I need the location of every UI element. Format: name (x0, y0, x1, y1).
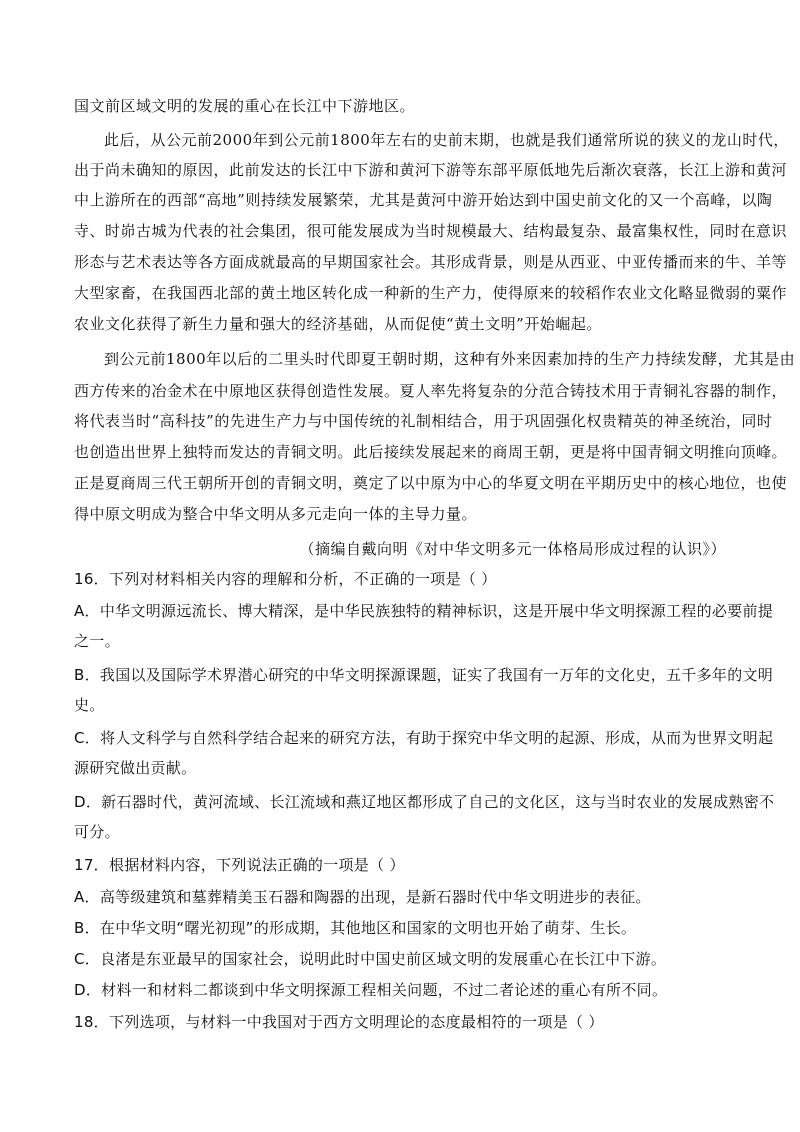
question-stem-18: 18．下列选项，与材料一中我国对于西方文明理论的态度最相符的一项是（ ） (74, 1013, 604, 1031)
passage-line: 中上游所在的西部“高地”则持续发展繁荣，尤其是黄河中游开始达到中国史前文化的又一个高峰，以陶 (74, 191, 773, 209)
passage-line: 也创造出世界上独特而发达的青铜文明。此后接续发展起来的商周王朝，更是将中国青铜文明推向顶峰。 (74, 443, 788, 461)
passage-line: 农业文化获得了新生力量和强大的经济基础，从而促使“黄土文明”开始崛起。 (74, 315, 602, 333)
option-16-d: D．新石器时代，黄河流域、长江流域和燕辽地区都形成了自己的文化区，这与当时农业的发展成熟密不 (74, 793, 775, 811)
source-citation: （摘编自戴向明《对中华文明多元一体格局形成过程的认识》） (299, 540, 726, 558)
option-16-b-cont: 史。 (74, 696, 105, 714)
passage-line: 将代表当时“高科技”的先进生产力与中国传统的礼制相结合，用于巩固强化权贵精英的神圣统治，同时 (74, 412, 773, 430)
option-16-c-cont: 源研究做出贡献。 (74, 759, 197, 777)
option-17-b: B．在中华文明“曙光初现”的形成期，其他地区和国家的文明也开始了萌芽、生长。 (74, 919, 637, 937)
question-stem-17: 17．根据材料内容，下列说法正确的一项是（ ） (74, 856, 405, 874)
option-16-d-cont: 可分。 (74, 823, 120, 841)
passage-line: 正是夏商周三代王朝所开创的青铜文明，奠定了以中原为中心的华夏文明在平期历史中的核心地位，也使 (74, 474, 788, 492)
passage-line: 大型家畜，在我国西北部的黄土地区转化成一种新的生产力，使得原来的较稻作农业文化略显微弱的粟作 (74, 284, 788, 302)
option-17-a: A．高等级建筑和墓葬精美玉石器和陶器的出现，是新石器时代中华文明进步的表征。 (74, 888, 651, 906)
option-17-c: C．良渚是东亚最早的国家社会，说明此时中国史前区域文明的发展重心在长江中下游。 (74, 950, 667, 968)
option-16-a-cont: 之一。 (74, 632, 120, 650)
passage-line: 出于尚未确知的原因，此前发达的长江中下游和黄河下游等东部平原低地先后渐次衰落，长江上游和黄河 (74, 161, 788, 179)
option-16-c: C．将人文科学与自然科学结合起来的研究方法，有助于探究中华文明的起源、形成，从而为世界文明起 (74, 729, 774, 747)
question-stem-16: 16．下列对材料相关内容的理解和分析，不正确的一项是（ ） (74, 570, 497, 588)
passage-line: 西方传来的冶金术在中原地区获得创造性发展。夏人率先将复杂的分范合铸技术用于青铜礼容器的制作， (74, 382, 788, 400)
passage-line: 到公元前1800年以后的二里头时代即夏王朝时期，这种有外来因素加持的生产力持续发酵，尤其是由 (104, 350, 796, 368)
option-16-a: A．中华文明源远流长、博大精深，是中华民族独特的精神标识，这是开展中华文明探源工程的必要前提 (74, 602, 774, 620)
passage-line: 寺、时峁古城为代表的社会集团，很可能发展成为当时规模最大、结构最复杂、最富集权性，同时在意识 (74, 222, 788, 240)
passage-line: 得中原文明成为整合中华文明从多元走向一体的主导力量。 (74, 505, 478, 523)
passage-line: 国文前区域文明的发展的重心在长江中下游地区。 (74, 97, 416, 115)
option-17-d: D．材料一和材料二都谈到中华文明探源工程相关问题，不过二者论述的重心有所不同。 (74, 981, 668, 999)
passage-line: 形态与艺术表达等各方面成就最高的早期国家社会。其形成背景，则是从西亚、中亚传播而来的牛、羊等 (74, 253, 788, 271)
option-16-b: B．我国以及国际学术界潜心研究的中华文明探源课题，证实了我国有一万年的文化史，五千多年的文明 (74, 666, 774, 684)
passage-line: 此后，从公元前2000年到公元前1800年左右的史前末期，也就是我们通常所说的狭义的龙山时代， (104, 131, 789, 149)
